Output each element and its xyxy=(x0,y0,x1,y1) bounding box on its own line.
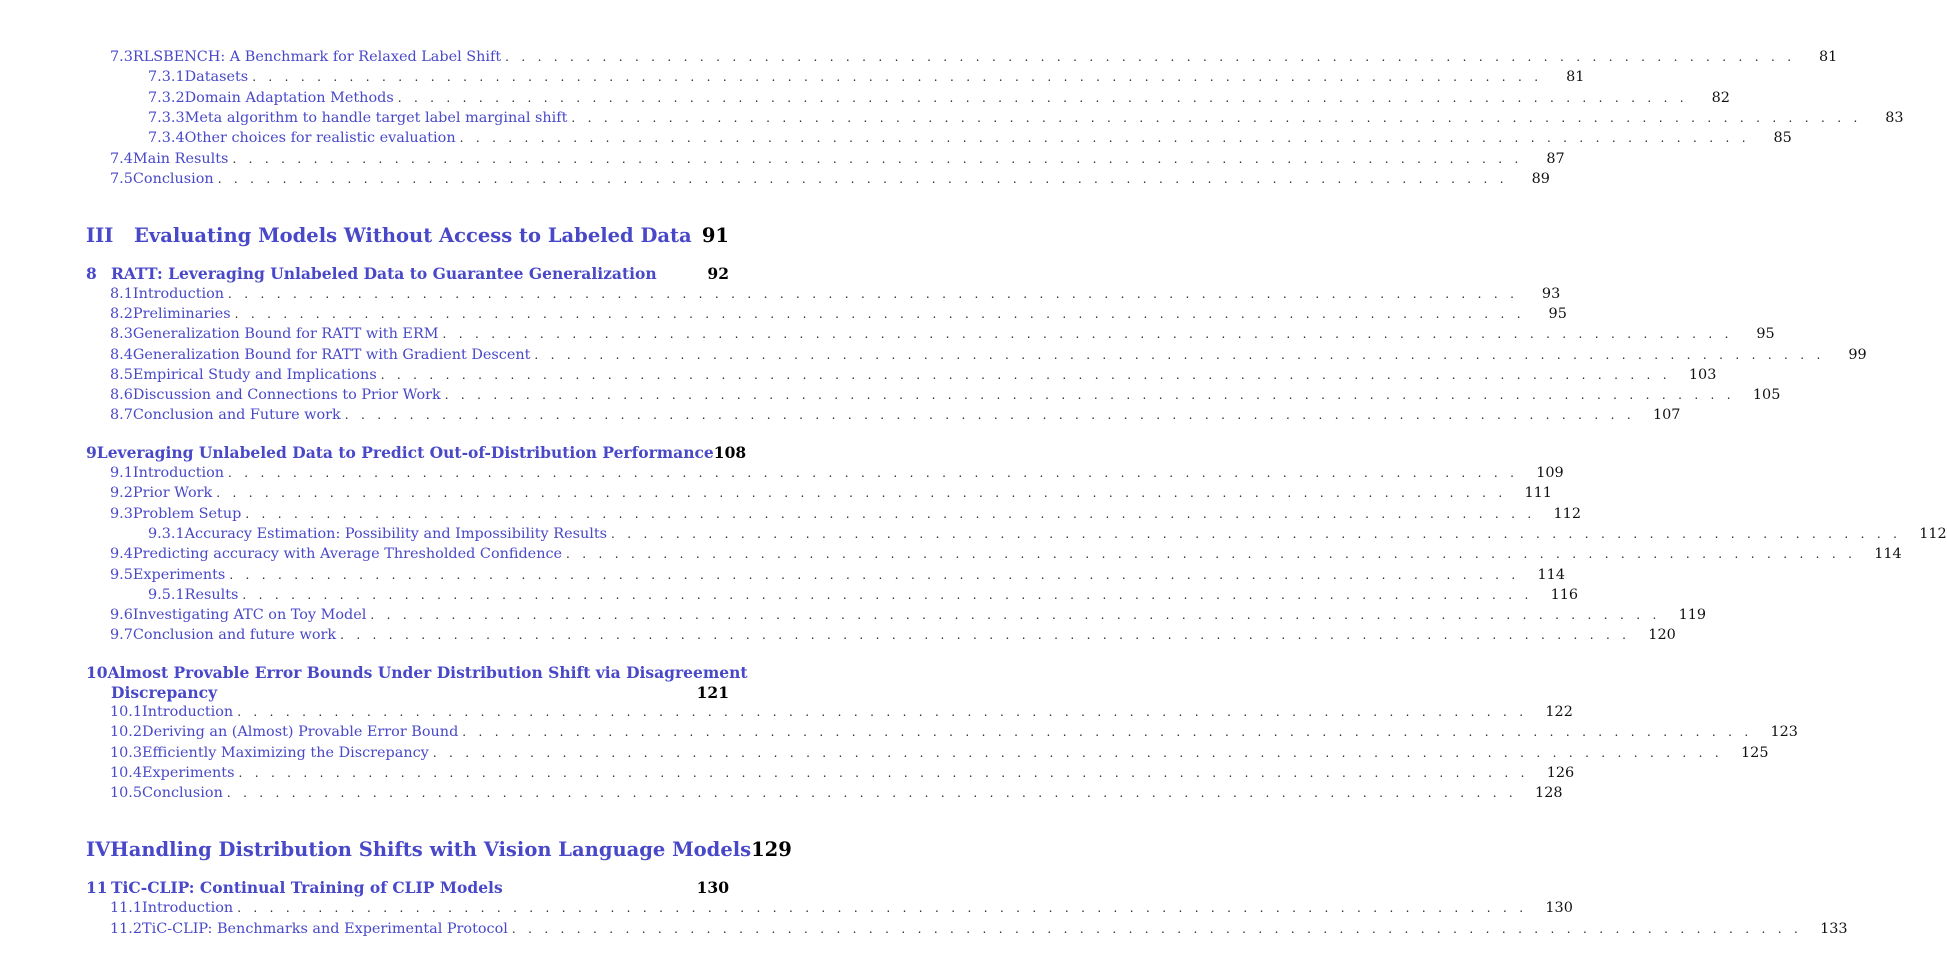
dot-leader: . . . . . . . . . . . . . . . . . . . . . . . . . . . . . . . . . . . . . . . . . . . . . . . . . . . . . . . . . . . . . . . . . . . . . . . . . . . . . . . . xyxy=(226,786,1518,801)
chapter-title-line2: Discrepancy xyxy=(111,683,218,702)
chapter-9-heading[interactable] xyxy=(86,443,747,463)
dot-leader: . . . . . . . . . . . . . . . . . . . . . . . . . . . . . . . . . . . . . . . . . . . . . . . . . . . . . . . . . . . . . . . . . . . . . . . . . . . . . . . . xyxy=(228,287,1519,301)
entry-title: Introduction xyxy=(132,465,225,481)
chapter-8-heading[interactable] xyxy=(86,264,729,284)
entry-page: 123 xyxy=(1770,724,1798,741)
entry-number: 8.4 xyxy=(110,346,133,363)
toc-entry[interactable] xyxy=(110,744,1769,762)
dot-leader: . . . . . . . . . . . . . . . . . . . . . . . . . . . . . . . . . . . . . . . . . . . . . . . . . . . . . . . . . . . . . . . . . . . . . . . . . . . . . . . . xyxy=(444,388,1735,402)
entry-title: Conclusion and Future work xyxy=(132,407,341,424)
dot-leader: . . . . . . . . . . . . . . . . . . . . . . . . . . . . . . . . . . . . . . . . . . . . . . . . . . . . . . . . . . . . . . . . . . . . . . . . . . . . . . . . xyxy=(340,628,1631,643)
entry-page: 114 xyxy=(1874,546,1902,563)
entry-title: TiC-CLIP: Benchmarks and Experimental Protocol xyxy=(142,920,508,937)
chapter-title: Leveraging Unlabeled Data to Predict Out-of-Distribution Performance xyxy=(96,443,714,462)
entry-number: 8.5 xyxy=(110,366,133,383)
toc-entry[interactable] xyxy=(110,285,1561,303)
entry-page: 122 xyxy=(1545,704,1573,720)
entry-number: 7.3.1 xyxy=(148,69,185,86)
part-title: Evaluating Models Without Access to Labeled Data xyxy=(134,224,692,247)
entry-page: 82 xyxy=(1711,89,1730,106)
entry-title: Generalization Bound for RATT with ERM xyxy=(132,326,439,343)
entry-page: 130 xyxy=(1545,900,1573,916)
dot-leader: . . . . . . . . . . . . . . . . . . . . . . . . . . . . . . . . . . . . . . . . . . . . . . . . . . . . . . . . . . . . . . . . . . . . . . . . . . . . . . . . xyxy=(571,110,1862,125)
toc-entry[interactable] xyxy=(110,545,1902,563)
entry-page: 109 xyxy=(1536,465,1564,481)
dot-leader: . . . . . . . . . . . . . . . . . . . . . . . . . . . . . . . . . . . . . . . . . . . . . . . . . . . . . . . . . . . . . . . . . . . . . . . . . . . . . . . . xyxy=(397,90,1688,105)
toc-entry[interactable] xyxy=(148,68,1585,86)
part-title: Handling Distribution Shifts with Vision Language Models xyxy=(110,838,752,861)
dot-leader: . . . . . . . . . . . . . . . . . . . . . . . . . . . . . . . . . . . . . . . . . . . . . . . . . . . . . . . . . . . . . . . . . . . . . . . . . . . . . . . . xyxy=(237,705,1528,719)
entry-number: 11.2 xyxy=(110,920,143,937)
entry-title: Conclusion and future work xyxy=(132,627,337,644)
dot-leader: . . . . . . . . . . . . . . . . . . . . . . . . . . . . . . . . . . . . . . . . . . . . . . . . . . . . . . . . . . . . . . . . . . . . . . . . . . . . . . . . xyxy=(566,547,1857,562)
entry-title: Prior Work xyxy=(132,485,213,502)
dot-leader: . . . . . . . . . . . . . . . . . . . . . . . . . . . . . . . . . . . . . . . . . . . . . . . . . . . . . . . . . . . . . . . . . . . . . . . . . . . . . . . . xyxy=(611,526,1902,541)
entry-title: Introduction xyxy=(142,900,234,916)
entry-number: 8.1 xyxy=(110,286,133,302)
toc-entry[interactable] xyxy=(110,305,1567,323)
entry-number: 10.1 xyxy=(110,704,143,720)
chapter-11-heading[interactable] xyxy=(86,878,729,898)
chapter-number: 10 xyxy=(86,663,108,682)
toc-entry[interactable] xyxy=(110,464,1564,482)
part-page: 129 xyxy=(751,838,792,861)
entry-number: 10.2 xyxy=(110,724,143,741)
entry-title: Accuracy Estimation: Possibility and Impossibility Results xyxy=(184,525,608,542)
dot-leader: . . . . . . . . . . . . . . . . . . . . . . . . . . . . . . . . . . . . . . . . . . . . . . . . . . . . . . . . . . . . . . . . . . . . . . . . . . . . . . . . xyxy=(216,486,1507,501)
chapter-page: 130 xyxy=(696,878,729,897)
toc-entry[interactable] xyxy=(110,170,1550,188)
entry-page: 83 xyxy=(1885,109,1904,126)
chapter-page: 121 xyxy=(696,683,729,702)
entry-title: Experiments xyxy=(142,764,235,781)
toc-entry[interactable] xyxy=(110,386,1781,404)
part-page: 91 xyxy=(701,224,729,247)
toc-entry[interactable] xyxy=(110,566,1565,584)
entry-title: Investigating ATC on Toy Model xyxy=(132,607,367,624)
entry-number: 8.6 xyxy=(110,387,133,403)
entry-page: 120 xyxy=(1648,627,1676,644)
entry-title: Experiments xyxy=(132,566,226,583)
dot-leader: . . . . . . . . . . . . . . . . . . . . . . . . . . . . . . . . . . . . . . . . . . . . . . . . . . . . . . . . . . . . . . . . . . . . . . . . . . . . . . . . xyxy=(534,347,1825,362)
part-3-heading[interactable] xyxy=(86,224,729,248)
entry-number: 10.5 xyxy=(110,785,143,802)
chapter-10-heading[interactable] xyxy=(86,663,748,703)
entry-page: 95 xyxy=(1548,306,1567,323)
entry-page: 126 xyxy=(1546,764,1575,781)
entry-title: Predicting accuracy with Average Thresholded Confidence xyxy=(132,546,563,563)
entry-title: Datasets xyxy=(184,69,249,86)
toc-entry[interactable] xyxy=(148,525,1947,543)
entry-page: 85 xyxy=(1773,130,1792,147)
dot-leader: . . . . . . . . . . . . . . . . . . . . . . . . . . . . . . . . . . . . . . . . . . . . . . . . . . . . . . . . . . . . . . . . . . . . . . . . . . . . . . . . xyxy=(238,765,1529,780)
entry-number: 7.3 xyxy=(110,49,133,65)
entry-number: 7.3.2 xyxy=(148,89,185,106)
entry-number: 8.7 xyxy=(110,407,133,424)
entry-page: 125 xyxy=(1741,744,1769,761)
dot-leader: . . . . . . . . . . . . . . . . . . . . . . . . . . . . . . . . . . . . . . . . . . . . . . . . . . . . . . . . . . . . . . . . . . . . . . . . . . . . . . . . xyxy=(511,921,1803,936)
entry-title: Other choices for realistic evaluation xyxy=(184,130,456,147)
entry-page: 81 xyxy=(1566,69,1585,86)
entry-title: Conclusion xyxy=(142,785,223,802)
toc-entry[interactable] xyxy=(110,325,1775,343)
entry-page: 114 xyxy=(1537,566,1565,583)
entry-page: 119 xyxy=(1678,607,1707,624)
entry-page: 112 xyxy=(1919,525,1947,542)
entry-number: 8.3 xyxy=(110,326,133,343)
chapter-title: RATT: Leveraging Unlabeled Data to Guarantee Generalization xyxy=(111,264,657,283)
chapter-number: 9 xyxy=(86,443,97,462)
entry-title: Meta algorithm to handle target label marginal shift xyxy=(184,109,568,126)
entry-number: 9.2 xyxy=(110,485,133,502)
entry-number: 10.4 xyxy=(110,764,143,781)
entry-page: 95 xyxy=(1756,326,1775,343)
dot-leader: . . . . . . . . . . . . . . . . . . . . . . . . . . . . . . . . . . . . . . . . . . . . . . . . . . . . . . . . . . . . . . . . . . . . . . . . . . . . . . . . xyxy=(217,171,1508,186)
entry-title: Preliminaries xyxy=(132,306,231,323)
entry-number: 9.3.1 xyxy=(148,525,185,542)
entry-number: 9.7 xyxy=(110,627,133,644)
chapter-title: TiC-CLIP: Continual Training of CLIP Models xyxy=(111,878,503,897)
dot-leader: . . . . . . . . . . . . . . . . . . . . . . . . . . . . . . . . . . . . . . . . . . . . . . . . . . . . . . . . . . . . . . . . . . . . . . . . . . . . . . . . xyxy=(245,506,1536,521)
toc-entry[interactable] xyxy=(148,89,1730,107)
entry-page: 87 xyxy=(1546,150,1565,167)
entry-title: Discussion and Connections to Prior Work xyxy=(132,387,441,403)
entry-title: Generalization Bound for RATT with Gradient Descent xyxy=(132,346,531,363)
entry-number: 9.4 xyxy=(110,546,133,563)
entry-number: 11.1 xyxy=(110,900,143,916)
toc-entry[interactable] xyxy=(110,626,1676,644)
toc-entry[interactable] xyxy=(110,150,1565,168)
dot-leader: . . . . . . . . . . . . . . . . . . . . . . . . . . . . . . . . . . . . . . . . . . . . . . . . . . . . . . . . . . . . . . . . . . . . . . . . . . . . . . . . xyxy=(234,307,1525,322)
dot-leader: . . . . . . . . . . . . . . . . . . . . . . . . . . . . . . . . . . . . . . . . . . . . . . . . . . . . . . . . . . . . . . . . . . . . . . . . . . . . . . . . xyxy=(237,901,1528,915)
entry-page: 116 xyxy=(1550,586,1579,603)
entry-page: 133 xyxy=(1820,920,1848,937)
toc-entry[interactable] xyxy=(110,899,1573,917)
toc-entry[interactable] xyxy=(110,366,1717,384)
toc-entry[interactable] xyxy=(110,723,1798,741)
entry-page: 112 xyxy=(1553,505,1581,522)
dot-leader: . . . . . . . . . . . . . . . . . . . . . . . . . . . . . . . . . . . . . . . . . . . . . . . . . . . . . . . . . . . . . . . . . . . . . . . . . . . . . . . . xyxy=(432,745,1724,760)
dot-leader: . . . . . . . . . . . . . . . . . . . . . . . . . . . . . . . . . . . . . . . . . . . . . . . . . . . . . . . . . . . . . . . . . . . . . . . . . . . . . . . . xyxy=(380,367,1671,382)
entry-number: 7.4 xyxy=(110,150,133,167)
entry-title: Main Results xyxy=(132,150,229,167)
toc-entry[interactable] xyxy=(110,764,1575,782)
chapter-number: 11 xyxy=(86,878,108,897)
entry-page: 105 xyxy=(1752,387,1781,403)
toc-entry[interactable] xyxy=(110,784,1563,802)
dot-leader: . . . . . . . . . . . . . . . . . . . . . . . . . . . . . . . . . . . . . . . . . . . . . . . . . . . . . . . . . . . . . . . . . . . . . . . . . . . . . . . . xyxy=(229,567,1520,582)
entry-number: 9.5 xyxy=(110,566,133,583)
entry-number: 9.5.1 xyxy=(148,586,185,603)
entry-page: 99 xyxy=(1848,346,1867,363)
entry-title: Introduction xyxy=(142,704,234,720)
entry-title: Results xyxy=(184,586,239,603)
dot-leader: . . . . . . . . . . . . . . . . . . . . . . . . . . . . . . . . . . . . . . . . . . . . . . . . . . . . . . . . . . . . . . . . . . . . . . . . . . . . . . . . xyxy=(252,70,1543,85)
toc-entry[interactable] xyxy=(110,703,1573,721)
chapter-number: 8 xyxy=(86,264,97,283)
part-4-heading[interactable] xyxy=(86,838,792,862)
entry-number: 9.1 xyxy=(110,465,133,481)
toc-entry[interactable] xyxy=(110,505,1581,523)
entry-title: RLSBENCH: A Benchmark for Relaxed Label Shift xyxy=(132,49,502,65)
entry-title: Problem Setup xyxy=(132,505,242,522)
entry-number: 8.2 xyxy=(110,306,133,323)
entry-page: 103 xyxy=(1688,366,1717,383)
entry-number: 9.3 xyxy=(110,505,133,522)
entry-title: Deriving an (Almost) Provable Error Bound xyxy=(142,724,459,741)
dot-leader: . . . . . . . . . . . . . . . . . . . . . . . . . . . . . . . . . . . . . . . . . . . . . . . . . . . . . . . . . . . . . . . . . . . . . . . . . . . . . . . . xyxy=(505,50,1796,64)
chapter-page: 92 xyxy=(707,264,729,283)
dot-leader: . . . . . . . . . . . . . . . . . . . . . . . . . . . . . . . . . . . . . . . . . . . . . . . . . . . . . . . . . . . . . . . . . . . . . . . . . . . . . . . . xyxy=(242,587,1533,602)
entry-number: 7.3.4 xyxy=(148,130,185,147)
entry-number: 7.3.3 xyxy=(148,109,185,126)
toc-entry[interactable] xyxy=(148,586,1579,604)
entry-number: 10.3 xyxy=(110,744,143,761)
toc-entry[interactable] xyxy=(148,129,1792,147)
chapter-page: 108 xyxy=(713,443,747,462)
entry-number: 9.6 xyxy=(110,607,133,624)
entry-page: 89 xyxy=(1531,170,1550,187)
dot-leader: . . . . . . . . . . . . . . . . . . . . . . . . . . . . . . . . . . . . . . . . . . . . . . . . . . . . . . . . . . . . . . . . . . . . . . . . . . . . . . . . xyxy=(459,131,1750,146)
toc-entry[interactable] xyxy=(148,109,1904,127)
chapter-title-line1: Almost Provable Error Bounds Under Distribution Shift via Disagreement xyxy=(107,663,748,682)
entry-title: Domain Adaptation Methods xyxy=(184,89,394,106)
entry-page: 81 xyxy=(1819,49,1838,65)
entry-title: Efficiently Maximizing the Discrepancy xyxy=(142,744,429,761)
dot-leader: . . . . . . . . . . . . . . . . . . . . . . . . . . . . . . . . . . . . . . . . . . . . . . . . . . . . . . . . . . . . . . . . . . . . . . . . . . . . . . . . xyxy=(370,608,1661,623)
toc-entry[interactable] xyxy=(110,606,1707,624)
dot-leader: . . . . . . . . . . . . . . . . . . . . . . . . . . . . . . . . . . . . . . . . . . . . . . . . . . . . . . . . . . . . . . . . . . . . . . . . . . . . . . . . xyxy=(344,408,1635,423)
toc-entry[interactable] xyxy=(110,920,1848,938)
toc-entry[interactable] xyxy=(110,406,1681,424)
entry-title: Empirical Study and Implications xyxy=(132,366,377,383)
part-number: IV xyxy=(86,838,111,861)
entry-page: 93 xyxy=(1541,286,1561,302)
toc-entry[interactable] xyxy=(110,48,1838,66)
entry-title: Introduction xyxy=(132,286,225,302)
entry-page: 128 xyxy=(1535,785,1563,802)
entry-page: 111 xyxy=(1524,485,1552,502)
toc-entry[interactable] xyxy=(110,346,1867,364)
entry-page: 107 xyxy=(1652,407,1681,424)
entry-title: Conclusion xyxy=(132,170,214,187)
entry-number: 7.5 xyxy=(110,170,133,187)
dot-leader: . . . . . . . . . . . . . . . . . . . . . . . . . . . . . . . . . . . . . . . . . . . . . . . . . . . . . . . . . . . . . . . . . . . . . . . . . . . . . . . . xyxy=(232,151,1523,166)
part-number: III xyxy=(86,224,114,247)
dot-leader: . . . . . . . . . . . . . . . . . . . . . . . . . . . . . . . . . . . . . . . . . . . . . . . . . . . . . . . . . . . . . . . . . . . . . . . . . . . . . . . . xyxy=(228,466,1519,480)
dot-leader: . . . . . . . . . . . . . . . . . . . . . . . . . . . . . . . . . . . . . . . . . . . . . . . . . . . . . . . . . . . . . . . . . . . . . . . . . . . . . . . . xyxy=(462,725,1753,740)
toc-entry[interactable] xyxy=(110,484,1552,502)
dot-leader: . . . . . . . . . . . . . . . . . . . . . . . . . . . . . . . . . . . . . . . . . . . . . . . . . . . . . . . . . . . . . . . . . . . . . . . . . . . . . . . . xyxy=(442,327,1733,342)
